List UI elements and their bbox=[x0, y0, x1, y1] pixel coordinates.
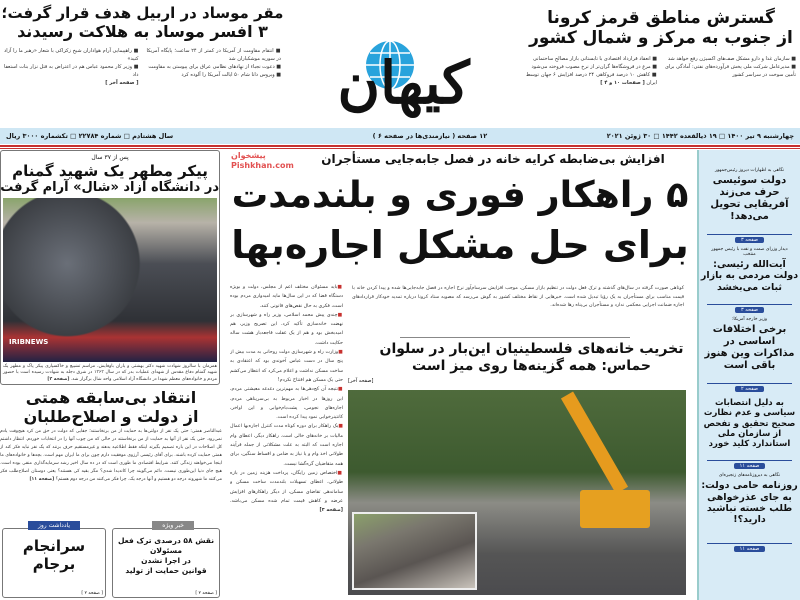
divider bbox=[400, 337, 630, 338]
headline: از جنوب به مرکز و شمال کشور bbox=[529, 28, 793, 49]
lead-kicker: افزایش بی‌ضابطه کرایه خانه در فصل جابه‌جایی مستأجران bbox=[321, 152, 665, 166]
page-ref[interactable]: [ صفحات ۱۰ و ۴ ] bbox=[600, 79, 645, 86]
page-count: ۱۲ صفحه ( نیازمندی‌ها در صفحه ۶ ) bbox=[372, 132, 488, 140]
page-tag: صفحه ۱۱ bbox=[734, 463, 766, 469]
headline: مقر موساد در اربیل هدف قرار گرفت؛ bbox=[1, 4, 284, 22]
special-news-box[interactable] bbox=[112, 522, 220, 598]
lead-column-body: ■باید مسئولان مختلف اعم از مجلس، دولت و بویژه دستگاه قضا که در این سال‌ها مایه امیدواری مردم بوده است، فکری به حال نقص‌های قانونی کنند. ■چندی پیش محمد اسلامی، وزیر راه و شهرسازی بر نهضت خانه‌سازی تأکید کرد. این تصریح وزیر، هم امیدبخش بود و هم از یک غفلت فاجعه‌بار هشت ساله حکایت داشت. ■وزارت راه و شهرسازی دولت روحانی به مدت بیش از پنج سال در دست عباس آخوندی بود که اعتقادی به ساخت مسکن نداشت و اعلام می‌کرد که انتظار می‌کشم حتی یک مسکن هم افتتاح نکردم! ■نتیجه آن کج‌دهی‌ها به مهم‌ترین دغدغه معیشتی مردم، این روزها در اخبار مربوط به بی‌سرپناهی مردم، اجاره‌های نجومی، پشت‌بام‌خوابی و این اواخر، کانتینرخوابی نمود پیدا کرده است. ■یک راهکار برای دوره کوتاه مدت کنترل اجاره‌بها اعمال مالیات بر خانه‌های خالی است. راهکار دیگر، اعطای وام اجاره است که البته به علت مشکلاتی از جمله فرآیند طولانی اخذ وام و یا نیاز به ضامن و اقساط سنگین، برای همه متقاضیان گره‌گشا نیست. ■اختصاص زمین رایگان، پرداخت هزینه زمین در بازه طولانی، اعطای تسهیلات بلندمدت ساخت مسکن و ساماندهی تقاضای مسکن، از دیگر راهکارهای افزایش عرضه و کاهش قیمت تمام شده مسکن می‌باشد. [صفحه ۴] bbox=[230, 285, 343, 514]
sidebar-item[interactable]: به دلیل انتصابات سیاسی و عدم نظارت صحیح تحقیق و تفحص از سازمان ملی استاندارد کلید خورد صفحه ۱۱ bbox=[703, 398, 796, 470]
headline: ۳ افسر موساد به هلاکت رسیدند bbox=[17, 22, 268, 41]
masthead-right-story[interactable]: گسترش مناطق قرمز کرونا از جنوب به مرکز و شمال کشور ■ سازمان غذا و دارو مشکل صف‌های اکسیژن رفع خواهد شد ■ مدیرعامل شرکت ملی پخش فرآورده‌های نفتی: آمادگی برای تأمین سوخت در سراسر کشور ■ انعقاد قرارداد اقتصادی با تابستانی بازار مصالح ساختمانی ■ مرغ در فروشگاه‌ها گران‌تر از نرخ مصوب فروخته می‌شود ■ کاهش ۱۰ درصد فروکاهی ۲۴ درصد افزایش ۶ جهان توسط ایران [ صفحات ۱۰ و ۴ ] bbox=[522, 0, 800, 125]
lead-headline[interactable]: برای حل مشکل اجاره‌بها bbox=[231, 223, 689, 267]
bullet: ویروس دانا شام ۵۰ ایالت آمریکا را آلوده کرد bbox=[181, 72, 275, 79]
bullet: سازمان غذا و دارو مشکل صف‌های اکسیژن رفع خواهد شد bbox=[667, 55, 790, 62]
page-ref[interactable]: [ صفحه ۲ ] bbox=[195, 591, 217, 596]
page-tag: صفحه ۳ bbox=[735, 307, 764, 313]
date: چهارشنبه ۹ تیر ۱۴۰۰ □ ۱۹ ذیالقعده ۱۴۴۲ □ ۳۰ ژوئن ۲۰۲۱ bbox=[606, 132, 794, 140]
photo-credit: IRIBNEWS bbox=[9, 337, 49, 346]
sidebar bbox=[697, 150, 800, 600]
bullet: مدیرعامل شرکت ملی پخش فرآورده‌های نفتی: آمادگی برای تأمین سوخت در سراسر کشور bbox=[665, 63, 796, 78]
box-text: سرانجام bbox=[22, 537, 86, 555]
editorial-box[interactable] bbox=[2, 522, 106, 598]
page-tag: صفحه ۲ bbox=[735, 386, 764, 392]
headline: در دانشگاه آزاد «شال» آرام گرفت bbox=[0, 180, 219, 195]
second-headline[interactable]: تخریب خانه‌های فلسطینیان این‌بار در سلوان bbox=[379, 341, 684, 357]
bullet: مرغ در فروشگاه‌ها گران‌تر از نرخ مصوب فروخته می‌شود bbox=[531, 63, 651, 70]
box-text: برجام bbox=[32, 555, 76, 573]
bullet: انتقام مقاومت از آمریکا در کمتر از ۲۴ ساعت؛ پایگاه آمریکا در سوریه موشکباران شد bbox=[146, 48, 281, 63]
headline: از دولت و اصلاح‌طلبان bbox=[23, 407, 199, 427]
divider bbox=[0, 148, 800, 149]
inset-photo bbox=[352, 512, 477, 590]
box-text: قوانین حمایت از تولید bbox=[125, 566, 207, 575]
second-story[interactable] bbox=[378, 341, 685, 375]
kicker: پس از ۳۷ سال bbox=[91, 154, 129, 161]
hemmati-story[interactable] bbox=[0, 388, 222, 484]
bullet: دعوت نجباء از نهادهای نظامی عراق برای پیوستن به مقاومت bbox=[148, 64, 275, 71]
excavator-body bbox=[580, 490, 650, 528]
tag: یادداشت روز bbox=[28, 521, 80, 530]
page-ref[interactable]: [ صفحه ۲ ] bbox=[81, 591, 103, 596]
funeral-photo bbox=[3, 198, 217, 362]
headline: انتقاد بی‌سابقه همتی bbox=[25, 388, 197, 407]
page-tag: صفحه ۱۱ bbox=[734, 546, 766, 552]
divider bbox=[0, 145, 800, 147]
bullet: انعقاد قرارداد اقتصادی با تابستانی بازار مصالح ساختمانی bbox=[533, 55, 651, 62]
box-text: در اجرا نشدن bbox=[141, 556, 191, 565]
kayhan-logo bbox=[285, 10, 522, 120]
sidebar-item[interactable]: وزیر خارجه آمریکا: برخی اختلافات اساسی در مذاکرات وین هنوز باقی است صفحه ۲ bbox=[704, 317, 795, 393]
bullet: وزیر کار محمود عباس هم در اعتراض به قتل نزار بنات استعفا داد bbox=[4, 64, 139, 79]
page-tag: صفحه ۳ bbox=[735, 237, 764, 243]
bullet: کاهش ۱۰ درصد فروکاهی ۲۴ درصد افزایش ۶ جهان توسط ایران bbox=[526, 71, 657, 86]
page-ref[interactable]: [صفحه آخر] bbox=[348, 378, 374, 384]
headline: گسترش مناطق قرمز کرونا bbox=[547, 8, 775, 28]
sidebar-item[interactable]: نگاهی به دیروزنامه‌های زنجیره‌ای روزنامه حامی دولت: به جای عذرخواهی طلب خسته نباشید دارید؟! صفحه ۱۱ bbox=[701, 473, 798, 552]
photo-story[interactable] bbox=[0, 150, 220, 385]
issue-info: سال هشتادم □ شماره ۲۲۷۸۴ □ تکشماره ۳۰۰۰ ریال bbox=[6, 132, 174, 140]
date-bar bbox=[0, 128, 800, 144]
pishkhan-watermark: پیشخوان Pishkhan.com bbox=[231, 151, 294, 170]
lead-headline-block[interactable] bbox=[230, 170, 690, 270]
photo-caption: همزمان با سالروز شهادت شهید دکتر بهشتی و یاران باوفایش، مراسم تشییع و خاکسپاری پیکر پاک و مطهر یک شهید گمنام دفاع مقدس از شهدای عملیات بدر که در سال ۱۳۶۳ در شرق دجله به شهادت رسیده است با حضور مردم و خانواده‌های معظم شهدا در دانشگاه آزاد اسلامی واحد شال برگزار شد. [صفحه ۲] bbox=[3, 363, 218, 382]
masthead-left-story[interactable]: مقر موساد در اربیل هدف قرار گرفت؛ ۳ افسر موساد به هلاکت رسیدند ■ انتقام مقاومت از آمریکا در کمتر از ۲۴ ساعت؛ پایگاه آمریکا در سوریه موشکباران شد ■ دعوت نجباء از نهادهای نظامی عراق برای پیوستن به مقاومت ■ ویروس دانا شام ۵۰ ایالت آمریکا را آلوده کرد ■ راهپیمایی آرام هواداران شیخ زکزاکی با شعار «رهبر ما را آزاد کنید» ■ وزیر کار محمود عباس هم در اعتراض به قتل نزار بنات استعفا داد [ صفحه آخر ] bbox=[1, 4, 284, 87]
logo-text: کیهان bbox=[337, 49, 470, 117]
lead-intro: کوتاهی صورت گرفته در سال‌های گذشته و ترک فعل دولت در تنظیم بازار مسکن، موجب افزایش سرسام‌آور نرخ اجاره در فصل جابه‌جایی‌ها شده و پیدا کردن خانه با قیمت مناسب برای مستأجران به یک رؤیا تبدیل شده است. خبرهایی از نقاط مختلف کشور به گوش می‌رسد که مصوبه ستاد کرونا درباره تمدید خودکار قراردادهای اجاره ضمانت اجرایی محکمی ندارد و مستأجران بی‌پناه رها شده‌اند. bbox=[352, 286, 684, 308]
story-body: عبدالناصر همتی: حتی یک نفر از دولتی‌ها به حمایت از من برنخاستند؛ جفایی که دولت در حق من کرد هیچ‌وقت یادم نمی‌رود. حتی یک نفر از آنها به حمایت از من برنخاستند در حالی که من چوب آنها را در انتخابات خوردم. انتظار داشتم کل اصلاحات در این باره تصمیم بگیرند اینکه فقط اطلاعیه بدهند و غیرمستقیم حرف بزنند که یک نفر نباید فکر کند از همتی حمایت کرده باشند. برای آقای رئیسی آرزوی موفقیت دارم چون برای ما ایران مهم است. بچه‌ها و خانواده‌های ما اینجا می‌خواهند زندگی کنند. شرایط اقتصادی ما طوری است که در ده سال اخیر رشد سرمایه‌گذاری منفی بوده است. هیچ جای دنیا این‌طوری نیست. دائم می‌گویند چرا کاندیدا شدی؟ مگر بقیه کی هستند؟ یعنی دوستان اصلاح‌طلب فکر می‌کنند ما شهروند درجه دو هستیم و آنها درجه یک. چرا فکر می‌کنند من درجه دوم هستم؟ [صفحه ۱۱] bbox=[0, 429, 222, 483]
headline: پیکر مطهر یک شهید گمنام bbox=[12, 162, 208, 180]
sidebar-item[interactable]: نگاهی به اظهارات دیروز رئیس‌جمهور دولت سوئیسی حرف می‌زند آفریقایی تحویل می‌دهد! صفحه ۳ bbox=[699, 150, 800, 247]
second-headline[interactable]: حماس: همه گزینه‌ها روی میز است bbox=[412, 358, 651, 374]
page-ref[interactable]: [ صفحه آخر ] bbox=[105, 80, 139, 87]
box-text: نقش ۵۸ درصدی ترک فعل مسئولان bbox=[117, 536, 215, 555]
lead-headline[interactable]: ۵ راهکار فوری و بلندمدت bbox=[231, 173, 689, 216]
bullet: راهپیمایی آرام هواداران شیخ زکزاکی با شعار «رهبر ما را آزاد کنید» bbox=[4, 48, 139, 63]
tag: خبر ویژه bbox=[152, 521, 194, 530]
sidebar-item[interactable]: دیدار وزرای صمت و نفت با رئیس جمهور منتخب آیت‌الله رئیسی: دولت مردمی به بازار ثبات می‌بخشد صفحه ۳ bbox=[700, 247, 799, 314]
